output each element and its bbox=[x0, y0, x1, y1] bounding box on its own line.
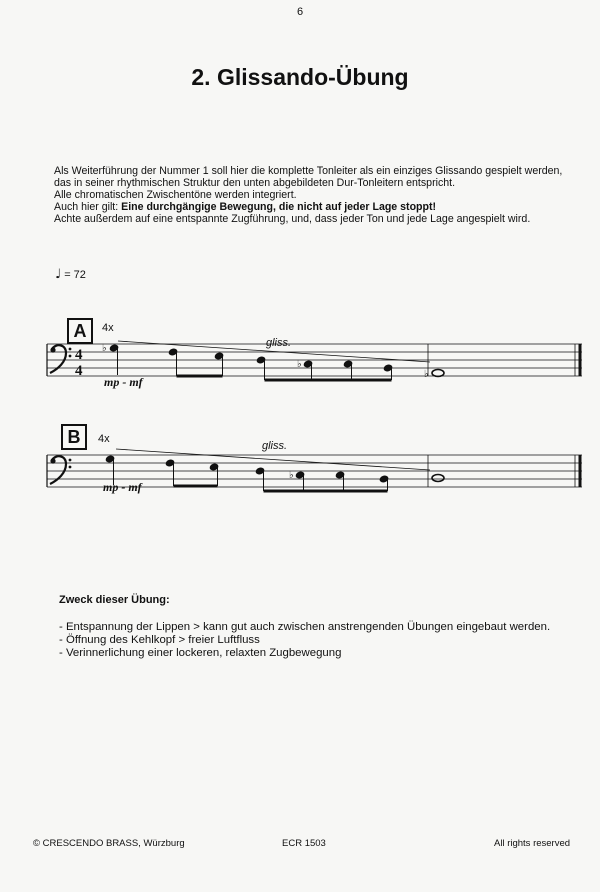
tempo-value: = 72 bbox=[64, 269, 86, 281]
footer-catalog-number: ECR 1503 bbox=[282, 838, 326, 849]
purpose-list bbox=[59, 621, 550, 660]
svg-text:♭: ♭ bbox=[297, 359, 302, 370]
gliss-marking-b: gliss. bbox=[262, 440, 288, 452]
svg-text:4: 4 bbox=[75, 363, 83, 379]
staff-b bbox=[47, 455, 582, 487]
list-item: - Öffnung des Kehlkopf > freier Luftfluss bbox=[59, 634, 260, 646]
dynamic-marking-b: mp - mf bbox=[103, 480, 142, 494]
quarter-note-icon: ♩ bbox=[55, 267, 62, 282]
exercise-label-b: B bbox=[61, 424, 87, 450]
svg-text:4: 4 bbox=[75, 347, 83, 363]
intro-line: Alle chromatischen Zwischentöne werden integriert. bbox=[54, 189, 297, 201]
page-title: 2. Glissando-Übung bbox=[191, 64, 409, 90]
time-signature-icon bbox=[75, 347, 83, 379]
svg-text:♭: ♭ bbox=[424, 369, 429, 380]
repeat-count-a: 4x bbox=[102, 322, 114, 334]
gliss-marking-a: gliss. bbox=[266, 337, 292, 349]
svg-text:♭: ♭ bbox=[289, 470, 294, 481]
list-item: - Verinnerlichung einer lockeren, relaxten Zugbewegung bbox=[59, 647, 342, 659]
intro-line: Achte außerdem auf eine entspannte Zugführung, und, dass jeder Ton und jede Lage angespielt wird. bbox=[54, 213, 531, 225]
intro-line-prefix: Auch hier gilt: bbox=[54, 201, 122, 213]
staff-a bbox=[47, 344, 582, 376]
intro-line: das in seiner rhythmischen Struktur den unten abgebildeten Dur-Tonleitern entspricht. bbox=[54, 177, 456, 189]
note-heads-a bbox=[102, 343, 444, 380]
purpose-heading: Zweck dieser Übung: bbox=[59, 594, 170, 606]
intro-line-emphasis: Eine durchgängige Bewegung, die nicht auf jeder Lage stoppt! bbox=[121, 201, 437, 213]
gliss-line-b bbox=[116, 449, 430, 470]
bass-clef-icon bbox=[50, 456, 71, 484]
page-number: 6 bbox=[296, 6, 304, 18]
repeat-count-b: 4x bbox=[98, 433, 110, 445]
note-heads-b bbox=[105, 455, 444, 491]
intro-line: Als Weiterführung der Nummer 1 soll hier die komplette Tonleiter als ein einziges Glissando gespielt werden, bbox=[54, 165, 563, 177]
list-item: - Entspannung der Lippen > kann gut auch zwischen anstrengenden Übungen eingebaut werden. bbox=[59, 621, 551, 633]
dynamic-marking-a: mp - mf bbox=[104, 375, 143, 389]
exercise-label-a: A bbox=[67, 318, 93, 344]
footer-rights: All rights reserved bbox=[494, 838, 571, 849]
footer-copyright: © CRESCENDO BRASS, Würzburg bbox=[33, 838, 185, 849]
bass-clef-icon bbox=[50, 345, 71, 373]
svg-text:♭: ♭ bbox=[102, 343, 107, 354]
